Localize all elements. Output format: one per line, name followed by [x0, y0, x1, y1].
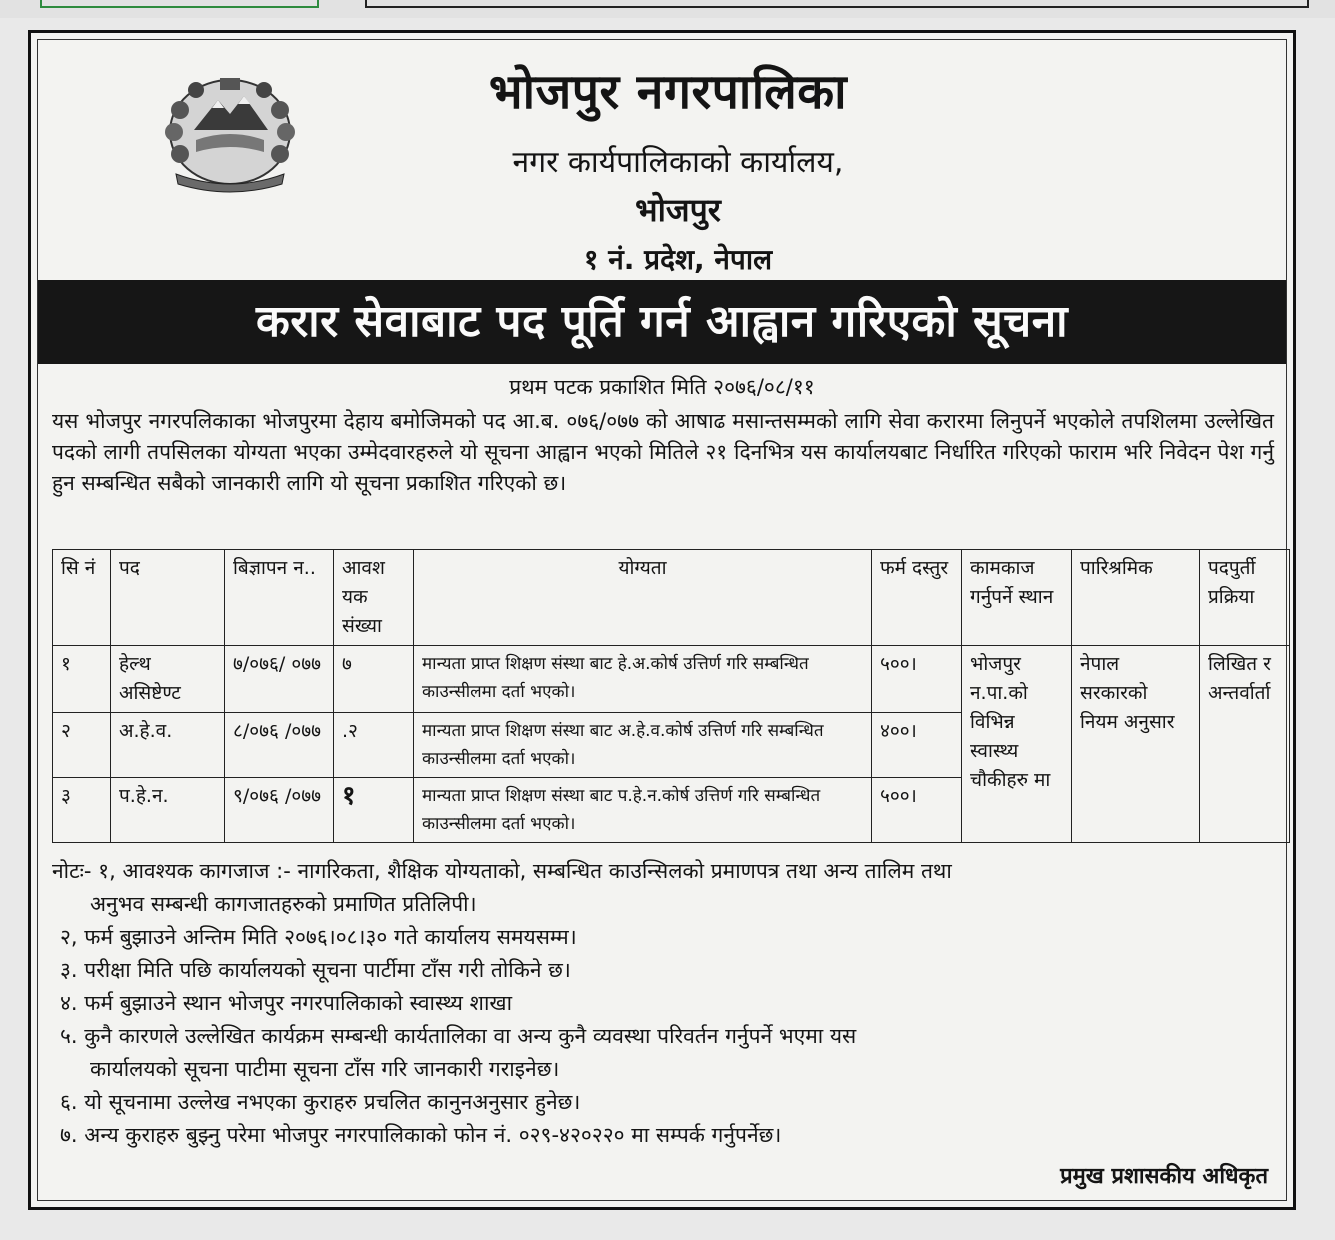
- cell-location: भोजपुर न.पा.को विभिन्न स्वास्थ्य चौकीहरु मा: [962, 646, 1072, 843]
- cell-qualification: मान्यता प्राप्त शिक्षण संस्था बाट प.हे.न.कोर्ष उत्तिर्ण गरि सम्बन्धित काउन्सीलमा दर्ता भएको।: [414, 778, 872, 843]
- municipality-title: भोजपुर नगरपालिका: [488, 64, 848, 120]
- green-frame-fragment: [40, 0, 319, 8]
- cell-qualification: मान्यता प्राप्त शिक्षण संस्था बाट हे.अ.कोर्ष उत्तिर्ण गरि सम्बन्धित काउन्सीलमा दर्ता भएको।: [414, 646, 872, 713]
- cell-ad-no: ९/०७६ /०७७: [225, 778, 334, 843]
- note-5: ५. कुनै कारणले उल्लेखित कार्यक्रम सम्बन्धी कार्यतालिका वा अन्य कुनै व्यवस्था परिवर्तन गर्नुपर्ने भएमा यस: [60, 1024, 857, 1048]
- header-ad-no: बिज्ञापन न..: [225, 550, 334, 646]
- header-location: कामकाज गर्नुपर्ने स्थान: [962, 550, 1072, 646]
- office-subtitle: नगर कार्यपालिकाको कार्यालय,: [512, 145, 844, 180]
- cell-count: .२: [334, 713, 414, 778]
- cell-count: १: [334, 778, 414, 843]
- cell-sn: १: [53, 646, 111, 713]
- cell-post: अ.हे.व.: [111, 713, 225, 778]
- note-4: ४. फर्म बुझाउने स्थान भोजपुर नगरपालिकाको स्वास्थ्य शाखा: [60, 991, 513, 1015]
- cell-post: प.हे.न.: [111, 778, 225, 843]
- header-process: पदपुर्ती प्रक्रिया: [1200, 550, 1290, 646]
- cell-fee: ५००।: [872, 646, 962, 713]
- header-sn: सि नं: [53, 550, 111, 646]
- notice-inner-border: [37, 39, 1287, 1201]
- note-6: ६. यो सूचनामा उल्लेख नभएका कुराहरु प्रचलित कानुनअनुसार हुनेछ।: [60, 1090, 581, 1114]
- cell-sn: २: [53, 713, 111, 778]
- cell-process: लिखित र अन्तर्वार्ता: [1200, 646, 1290, 843]
- header-qualification: योग्यता: [414, 550, 872, 646]
- cell-count: ७: [334, 646, 414, 713]
- cell-salary: नेपाल सरकारको नियम अनुसार: [1072, 646, 1200, 843]
- signatory-title: प्रमुख प्रशासकीय अधिकृत: [1060, 1164, 1268, 1189]
- note-3: ३. परीक्षा मिति पछि कार्यालयको सूचना पार्टीमा टाँस गरी तोकिने छ।: [60, 958, 571, 982]
- table-header-row: [53, 550, 1290, 646]
- cell-fee: ५००।: [872, 778, 962, 843]
- city-name: भोजपुर: [635, 191, 721, 229]
- cell-post: हेल्थ असिष्टेण्ट: [111, 646, 225, 713]
- nepal-emblem-icon: [156, 70, 304, 198]
- header-post: पद: [111, 550, 225, 646]
- note-1: नोटः- १, आवश्यक कागजाज :- नागरिकता, शैक्षिक योग्यताको, सम्बन्धित काउन्सिलको प्रमाणपत्र तथा अन्य तालिम तथा: [52, 859, 952, 883]
- cell-ad-no: ८/०७६ /०७७: [225, 713, 334, 778]
- note-1-continued: अनुभव सम्बन्धी कागजातहरुको प्रमाणित प्रतिलिपी।: [90, 892, 477, 916]
- header-count: आवश यक संख्या: [334, 550, 414, 646]
- newspaper-top-strip: [0, 0, 1335, 18]
- notice-frame: [28, 30, 1296, 1210]
- cell-ad-no: ७/०७६/ ०७७: [225, 646, 334, 713]
- cell-fee: ४००।: [872, 713, 962, 778]
- notes-section: [52, 855, 1274, 1152]
- header-salary: पारिश्रमिक: [1072, 550, 1200, 646]
- header-fee: फर्म दस्तुर: [872, 550, 962, 646]
- cell-qualification: मान्यता प्राप्त शिक्षण संस्था बाट अ.हे.व.कोर्ष उत्तिर्ण गरि सम्बन्धित काउन्सीलमा दर्ता भएको।: [414, 713, 872, 778]
- table-row: [53, 646, 1290, 713]
- intro-paragraph: यस भोजपुर नगरपलिकाका भोजपुरमा देहाय बमोजिमको पद आ.ब. ०७६/०७७ को आषाढ मसान्तसम्मको लागि सेवा करारमा लिनुपर्ने भएकोले तपशिलमा उल्लेखित पदको लागी तपसिलका योग्यता भएका उम्मेदवारहरुले यो सूचना आह्वान भएको मितिले २१ दिनभित्र यस कार्यालयबाट निर्धारित गरिएको फाराम भरि निवेदन पेश गर्नु हुन सम्बन्धित सबैको जानकारी लागि यो सूचना प्रकाशित गरिएको छ।: [52, 409, 1274, 495]
- note-5-continued: कार्यालयको सूचना पाटीमा सूचना टाँस गरि जानकारी गराइनेछ।: [90, 1057, 560, 1081]
- notice-banner: करार सेवाबाट पद पूर्ति गर्न आह्वान गरिएको सूचना: [38, 280, 1286, 364]
- cell-sn: ३: [53, 778, 111, 843]
- note-2: २, फर्म बुझाउने अन्तिम मिति २०७६।०८।३० गते कार्यालय समयसम्म।: [60, 925, 577, 949]
- province-line: १ नं. प्रदेश, नेपाल: [583, 243, 773, 276]
- posts-table: [52, 549, 1290, 843]
- adjacent-ad-frame: [365, 0, 1309, 8]
- publication-date: प्रथम पटक प्रकाशित मिति २०७६/०८/११: [509, 375, 815, 399]
- note-7: ७. अन्य कुराहरु बुझ्नु परेमा भोजपुर नगरपालिकाको फोन नं. ०२९-४२०२२० मा सम्पर्क गर्नुपर्नेछ।: [60, 1123, 782, 1147]
